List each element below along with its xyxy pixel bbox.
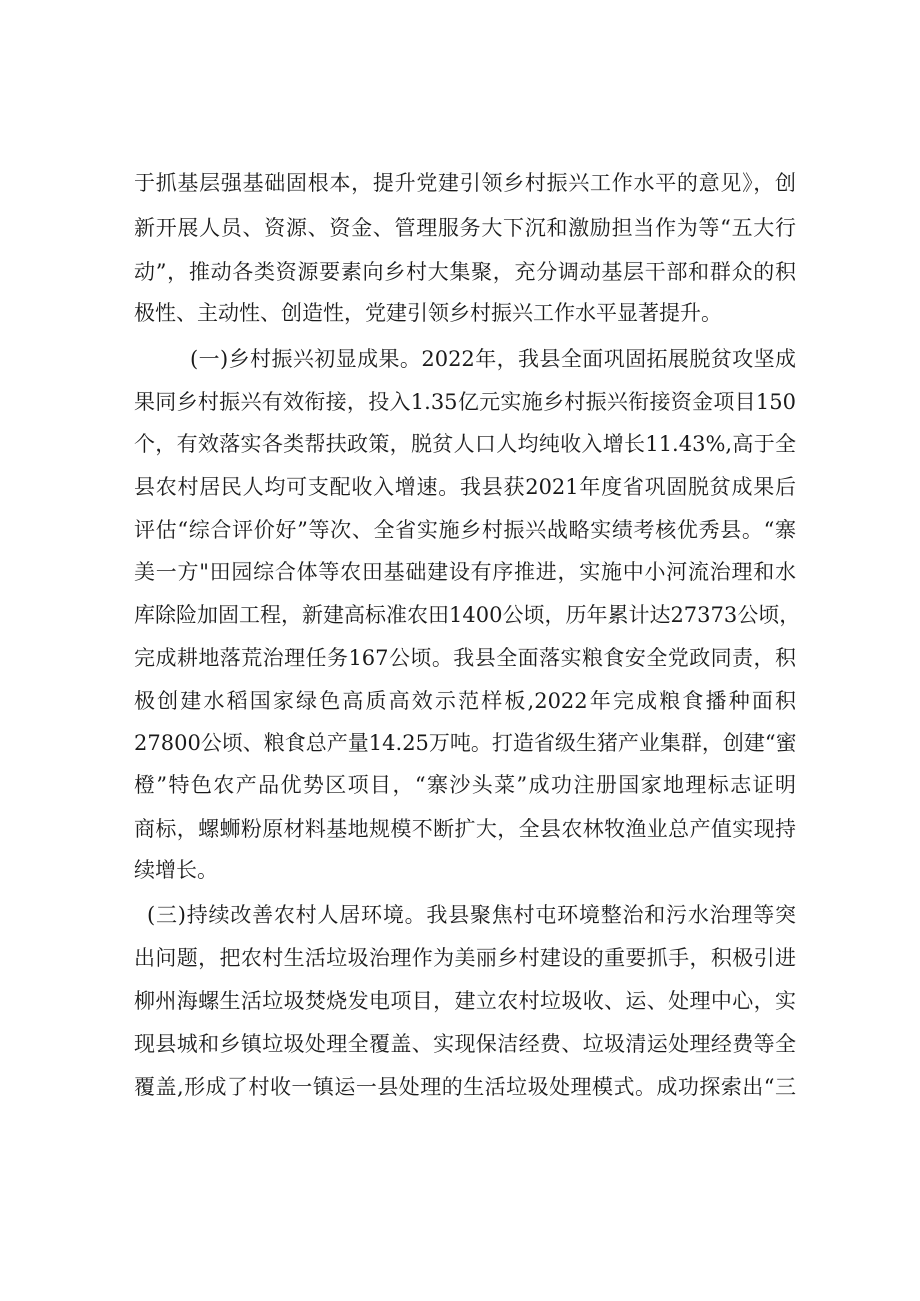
text-line: 美一方"田园综合体等农田基础建设有序推进，实施中小河流治理和水 [134, 560, 796, 584]
text-line: 果同乡村振兴有效衔接，投入1.35亿元实施乡村振兴衔接资金项目150 [134, 390, 796, 414]
text-line: 续增长。 [134, 858, 218, 882]
text-line: 于抓基层强基础固根本，提升党建引领乡村振兴工作水平的意见》，创 [134, 171, 796, 195]
text-line: 现县城和乡镇垃圾处理全覆盖、实现保洁经费、垃圾清运处理经费等全 [134, 1032, 796, 1056]
text-line: 27800公顷、粮食总产量14.25万吨。打造省级生猪产业集群，创建“蜜 [134, 731, 797, 755]
text-line: 新开展人员、资源、资金、管理服务大下沉和激励担当作为等“五大行 [134, 216, 796, 240]
text-line: 库除险加固工程，新建高标准农田1400公顷，历年累计达27373公顷， [134, 603, 801, 627]
text-line: 覆盖,形成了村收一镇运一县处理的生活垃圾处理模式。成功探索出“三 [134, 1075, 796, 1099]
text-line: 商标，螺蛳粉原材料基地规模不断扩大，全县农林牧渔业总产值实现持 [134, 817, 796, 841]
text-line: 评估“综合评价好”等次、全省实施乡村振兴战略实绩考核优秀县。“寨 [134, 518, 796, 542]
text-line: 橙”特色农产品优势区项目，“寨沙头菜”成功注册国家地理标志证明 [134, 773, 796, 797]
text-line: 县农村居民人均可支配收入增速。我县获2021年度省巩固脱贫成果后 [134, 475, 796, 499]
text-line: 完成耕地落荒治理任务167公顷。我县全面落实粮食安全党政同责，积 [134, 646, 796, 670]
text-line: 柳州海螺生活垃圾焚烧发电项目，建立农村垃圾收、运、处理中心，实 [134, 989, 796, 1013]
text-line: 极性、主动性、创造性，党建引领乡村振兴工作水平显著提升。 [134, 301, 722, 325]
text-line: 出问题，把农村生活垃圾治理作为美丽乡村建设的重要抓手，积极引进 [134, 946, 796, 970]
text-line: 个，有效落实各类帮扶政策，脱贫人口人均纯收入增长11.43%,高于全 [134, 432, 796, 456]
section-heading-line: (一)乡村振兴初显成果。2022年，我县全面巩固拓展脱贫攻坚成 [190, 347, 796, 371]
section-heading-line: (三)持续改善农村人居环境。我县聚焦村屯环境整治和污水治理等突 [147, 903, 796, 927]
text-line: 极创建水稻国家绿色高质高效示范样板,2022年完成粮食播种面积 [134, 689, 796, 713]
text-line: 动”，推动各类资源要素向乡村大集聚，充分调动基层干部和群众的积 [134, 260, 796, 284]
